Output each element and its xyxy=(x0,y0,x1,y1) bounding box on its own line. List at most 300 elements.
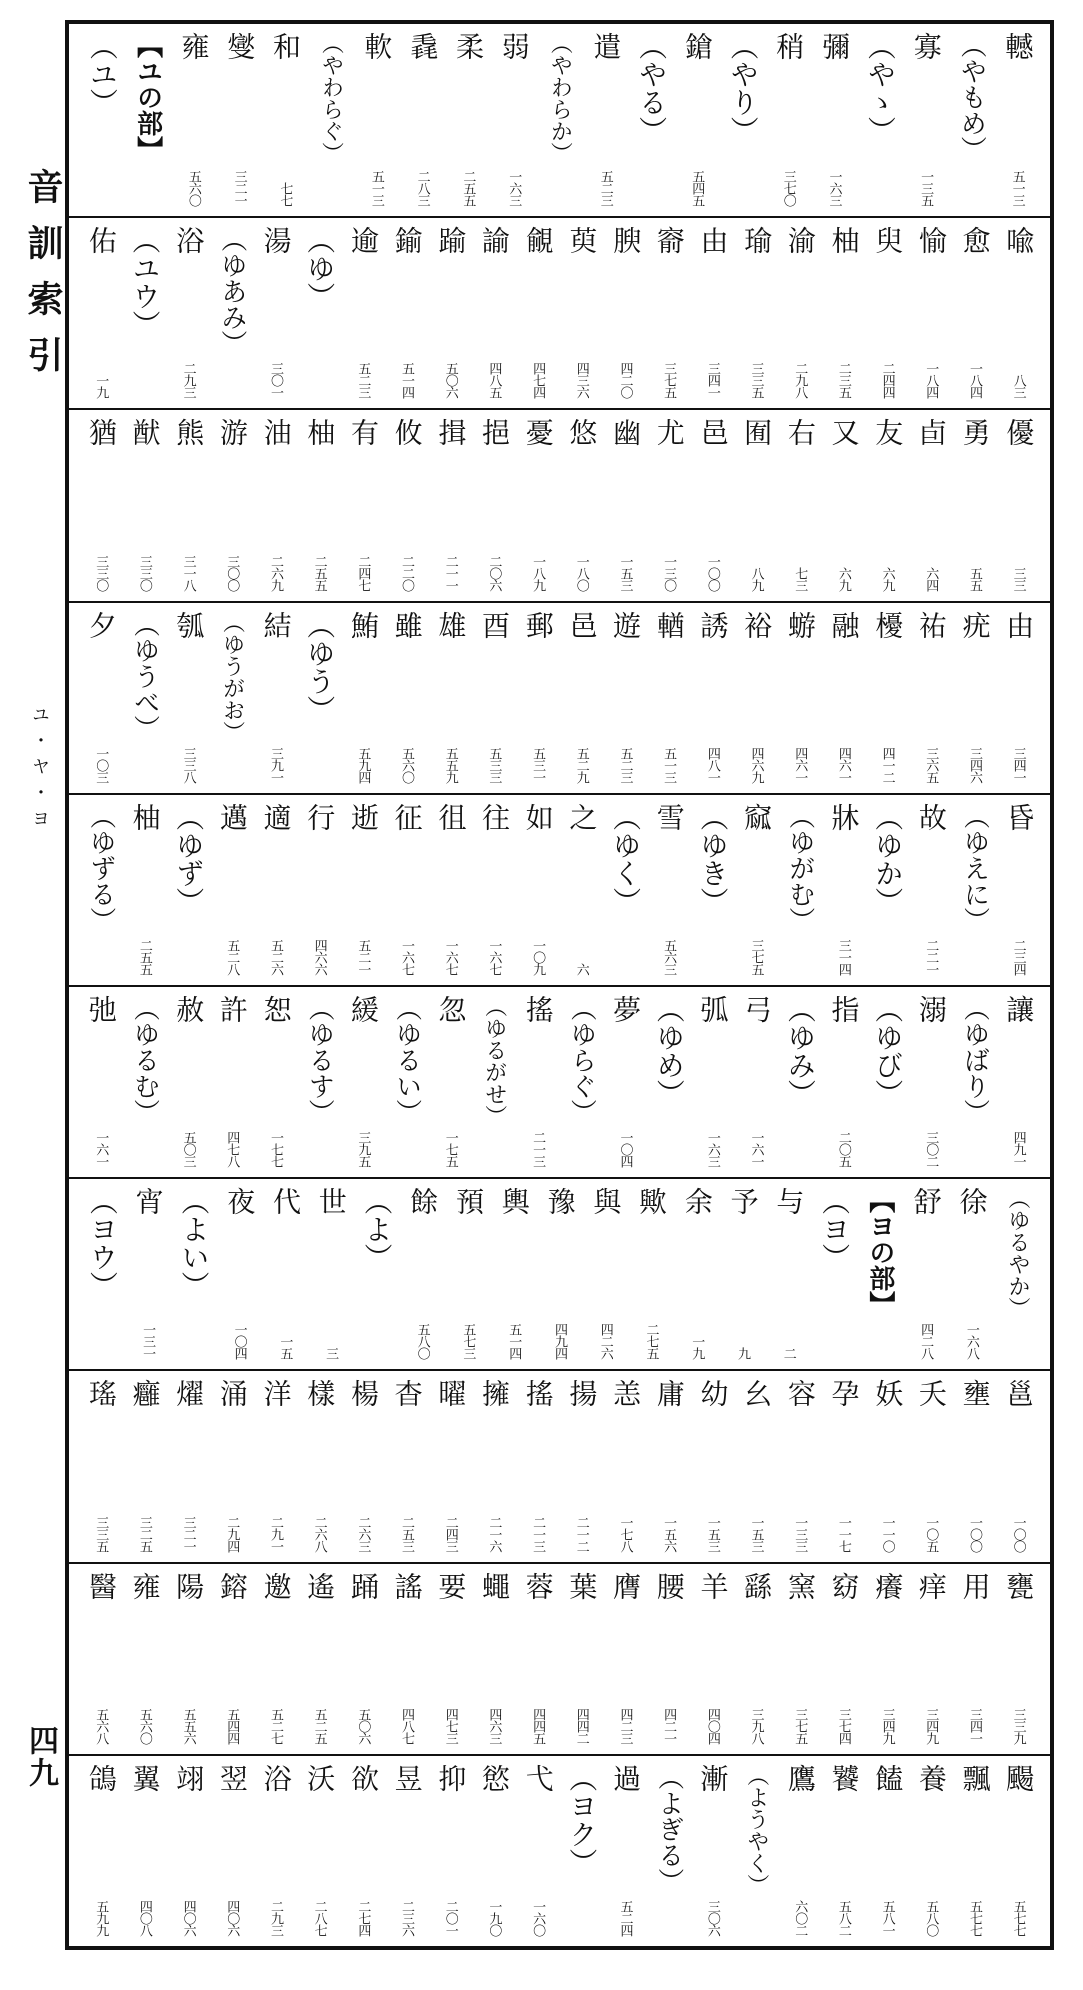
entry-page: 五二一 xyxy=(355,938,371,975)
entry-heading: 毳 xyxy=(406,32,440,60)
entry-page: 二一三 xyxy=(530,1515,546,1552)
index-entry xyxy=(559,1760,603,1942)
entry-page: 三七四 xyxy=(835,1707,851,1744)
entry-page: 三三〇 xyxy=(136,554,152,591)
entry-heading: 夕 xyxy=(84,610,118,639)
entry-heading: 洋 xyxy=(259,1379,293,1408)
index-entry xyxy=(297,1760,341,1942)
index-entry xyxy=(537,1183,583,1365)
entry-heading: 舒 xyxy=(909,1187,943,1216)
index-entry xyxy=(953,799,997,981)
side-margin xyxy=(12,160,64,1990)
entry-heading: 沃 xyxy=(303,1763,337,1792)
index-entry xyxy=(297,991,341,1173)
entry-page: 二七四 xyxy=(355,1899,371,1936)
index-entry xyxy=(953,607,997,789)
index-entry xyxy=(734,414,778,596)
index-entry xyxy=(734,991,778,1173)
index-entry xyxy=(254,799,298,981)
index-entry xyxy=(994,1183,1040,1365)
entry-page: 四九一 xyxy=(1010,1131,1026,1168)
entry-page: 五二七 xyxy=(267,1707,283,1744)
entry-heading: （ゆか） xyxy=(871,802,905,915)
index-entry xyxy=(778,607,822,789)
entry-heading: 代 xyxy=(268,1187,302,1216)
index-entry xyxy=(865,1568,909,1750)
index-entry xyxy=(647,414,691,596)
entry-heading: 裕 xyxy=(740,610,774,639)
entry-page: 二〇六 xyxy=(486,554,502,591)
entry-heading: 逾 xyxy=(346,226,380,255)
entry-page: 一六三 xyxy=(704,1131,720,1168)
index-entry xyxy=(166,1568,210,1750)
index-band xyxy=(69,1562,1050,1754)
index-entry xyxy=(166,222,210,404)
index-entry xyxy=(216,1183,262,1365)
entry-heading: 酉 xyxy=(478,610,512,639)
index-entry xyxy=(603,1568,647,1750)
entry-page: 五六八 xyxy=(93,1707,109,1744)
entry-page: 三九一 xyxy=(267,746,283,783)
entry-heading: 愉 xyxy=(914,226,948,255)
section-label: ユ・ヤ・ヨ xyxy=(29,705,50,835)
entry-heading: 瓠 xyxy=(172,610,206,639)
index-entry xyxy=(822,991,866,1173)
entry-page: 四八五 xyxy=(486,362,502,399)
entry-heading: 翼 xyxy=(128,1763,162,1792)
index-entry xyxy=(559,222,603,404)
entry-heading: 邕 xyxy=(1002,1379,1036,1408)
entry-page: 六〇二 xyxy=(792,1899,808,1936)
index-entry xyxy=(341,1760,385,1942)
entry-heading: 弛 xyxy=(84,995,118,1023)
entry-heading: 余 xyxy=(680,1187,714,1216)
index-entry xyxy=(254,222,298,404)
entry-page: 五一三 xyxy=(368,170,384,207)
index-entry xyxy=(865,799,909,981)
entry-page: 五九四 xyxy=(355,746,371,783)
entry-heading: 饕 xyxy=(827,1763,861,1792)
entry-heading: 赦 xyxy=(172,995,206,1023)
index-entry xyxy=(399,28,445,212)
entry-page: 五二三 xyxy=(355,362,371,399)
entry-heading: 蠅 xyxy=(478,1571,512,1600)
index-entry xyxy=(691,1760,735,1942)
entry-page: 四二〇 xyxy=(617,362,633,399)
index-entry xyxy=(996,222,1040,404)
index-entry xyxy=(445,1183,491,1365)
entry-heading: 猶 xyxy=(84,418,118,447)
index-entry xyxy=(734,1375,778,1557)
entry-heading: 轗 xyxy=(1001,32,1035,60)
entry-page: 五五六 xyxy=(180,1707,196,1744)
entry-heading: 世 xyxy=(314,1187,348,1216)
entry-heading: 佑 xyxy=(84,226,118,255)
entry-page: 四九四 xyxy=(551,1323,567,1360)
entry-page: 二〇五 xyxy=(835,1131,851,1168)
index-entry xyxy=(341,222,385,404)
index-entry xyxy=(909,799,953,981)
entry-heading: 故 xyxy=(914,802,948,831)
index-entry xyxy=(516,799,560,981)
entry-heading: 醫 xyxy=(84,1571,118,1600)
entry-heading: 雍 xyxy=(128,1571,162,1600)
entry-page: 五八一 xyxy=(879,1899,895,1936)
entry-heading: 【ユの部】 xyxy=(132,32,163,162)
entry-page: 二九四 xyxy=(224,1515,240,1552)
index-entry xyxy=(297,222,341,404)
entry-heading: 行 xyxy=(303,802,337,831)
index-entry xyxy=(472,222,516,404)
entry-heading: 恕 xyxy=(259,995,293,1023)
index-entry xyxy=(123,607,167,789)
index-entry xyxy=(953,1568,997,1750)
entry-page: 五四四 xyxy=(224,1707,240,1744)
entry-heading: （ゆうべ） xyxy=(129,610,160,741)
entry-heading: 弓 xyxy=(740,995,774,1023)
entry-page: 四二八 xyxy=(918,1323,934,1360)
section-heading xyxy=(857,1183,903,1365)
entry-page: 五一四 xyxy=(399,362,415,399)
index-entry xyxy=(822,607,866,789)
entry-page: 三〇一 xyxy=(267,362,283,399)
entry-heading: （ゆるやか） xyxy=(1004,1187,1030,1320)
entry-page: 二三六 xyxy=(399,1899,415,1936)
entry-heading: 如 xyxy=(521,802,555,831)
index-entry xyxy=(865,991,909,1173)
index-entry xyxy=(428,991,472,1173)
entry-heading: 逝 xyxy=(346,802,380,831)
entry-heading: （ゆえに） xyxy=(959,802,990,933)
entry-heading: 癢 xyxy=(871,1571,905,1600)
index-entry xyxy=(903,1183,949,1365)
entry-page: 二九三 xyxy=(267,1899,283,1936)
index-entry xyxy=(822,222,866,404)
entry-page: 二一二 xyxy=(573,1515,589,1552)
index-entry xyxy=(865,222,909,404)
entry-heading: 楊 xyxy=(346,1379,380,1408)
entry-heading: 用 xyxy=(958,1571,992,1600)
entry-heading: 猷 xyxy=(128,418,162,447)
index-entry xyxy=(734,607,778,789)
index-entry xyxy=(341,607,385,789)
entry-heading: （やわらか） xyxy=(547,32,573,164)
entry-heading: （やる） xyxy=(635,32,669,144)
index-entry xyxy=(822,1568,866,1750)
entry-heading: 遊 xyxy=(609,610,643,639)
entry-heading: （ゆるい） xyxy=(391,995,422,1125)
index-entry xyxy=(603,1375,647,1557)
entry-heading: 養 xyxy=(914,1763,948,1792)
index-entry xyxy=(210,991,254,1173)
entry-heading: 幼 xyxy=(696,1379,730,1408)
index-entry xyxy=(123,799,167,981)
index-entry xyxy=(428,1375,472,1557)
index-entry xyxy=(297,1375,341,1557)
entry-page: 三三八 xyxy=(180,746,196,783)
entry-page: 二三五 xyxy=(835,362,851,399)
index-entry xyxy=(994,28,1040,212)
index-entry xyxy=(210,1375,254,1557)
index-entry xyxy=(765,1183,811,1365)
index-entry xyxy=(428,1568,472,1750)
entry-heading: 浴 xyxy=(172,226,206,255)
entry-page: 一六三 xyxy=(506,170,522,207)
entry-heading: （ゆく） xyxy=(609,802,643,915)
index-entry xyxy=(778,1568,822,1750)
entry-heading: 輿 xyxy=(497,1187,531,1216)
index-table xyxy=(65,20,1054,1950)
index-entry xyxy=(603,222,647,404)
index-entry xyxy=(865,607,909,789)
entry-page: 三一四 xyxy=(835,938,851,975)
entry-page: 二五五 xyxy=(460,170,476,207)
entry-heading: 樣 xyxy=(303,1379,337,1408)
index-entry xyxy=(428,222,472,404)
index-entry xyxy=(603,991,647,1173)
entry-page: 三四九 xyxy=(879,1707,895,1744)
entry-heading: 囿 xyxy=(740,418,774,447)
entry-heading: 卣 xyxy=(914,418,948,447)
entry-heading: 慾 xyxy=(478,1763,512,1792)
entry-heading: 優 xyxy=(1002,418,1036,447)
entry-heading: 踰 xyxy=(434,226,468,255)
index-entry xyxy=(123,1568,167,1750)
index-entry xyxy=(166,991,210,1173)
entry-page: 一六七 xyxy=(442,938,458,975)
entry-page: 四四二 xyxy=(573,1707,589,1744)
entry-page: 三三〇 xyxy=(93,554,109,591)
index-entry xyxy=(948,1183,994,1365)
entry-page: 三三五 xyxy=(93,1515,109,1552)
index-entry xyxy=(909,1568,953,1750)
entry-page: 二 xyxy=(780,1347,796,1360)
entry-heading: （やり） xyxy=(726,32,760,144)
index-entry xyxy=(582,28,628,212)
entry-heading: （やもめ） xyxy=(956,32,987,162)
index-entry xyxy=(603,1760,647,1942)
index-entry xyxy=(909,1760,953,1942)
entry-heading: 忽 xyxy=(434,995,468,1023)
index-entry xyxy=(559,1568,603,1750)
entry-heading: 鴿 xyxy=(84,1763,118,1792)
entry-heading: 飄 xyxy=(958,1763,992,1792)
index-entry xyxy=(472,1568,516,1750)
index-entry xyxy=(170,28,216,212)
entry-page: 二九八 xyxy=(792,362,808,399)
index-entry xyxy=(341,1375,385,1557)
index-entry xyxy=(734,1760,778,1942)
index-band xyxy=(69,1369,1050,1561)
index-entry xyxy=(297,414,341,596)
entry-page: 五二三 xyxy=(617,746,633,783)
entry-page: 三四六 xyxy=(966,746,982,783)
entry-heading: 郵 xyxy=(521,610,555,639)
entry-heading: 幽 xyxy=(609,418,643,447)
index-entry xyxy=(399,1183,445,1365)
index-entry xyxy=(734,222,778,404)
index-entry xyxy=(516,607,560,789)
index-entry xyxy=(125,1183,171,1365)
entry-heading: 鎗 xyxy=(680,32,714,60)
entry-page: 一〇〇 xyxy=(704,554,720,591)
entry-heading: 与 xyxy=(772,1187,806,1216)
entry-page: 三二一 xyxy=(231,170,247,207)
index-entry xyxy=(262,28,308,212)
index-entry xyxy=(516,1375,560,1557)
index-entry xyxy=(166,1375,210,1557)
entry-heading: 妖 xyxy=(871,1379,905,1408)
index-entry xyxy=(720,28,766,212)
entry-page: 五二九 xyxy=(573,746,589,783)
index-entry xyxy=(996,607,1040,789)
entry-heading: （ヨ） xyxy=(818,1187,852,1272)
entry-page: 七三 xyxy=(792,566,808,591)
index-entry xyxy=(166,414,210,596)
index-entry xyxy=(254,607,298,789)
entry-heading: （ゆあみ） xyxy=(216,226,247,357)
index-entry xyxy=(953,1760,997,1942)
index-entry xyxy=(254,1760,298,1942)
entry-page: 四〇六 xyxy=(180,1899,196,1936)
entry-page: 一三一 xyxy=(140,1323,156,1360)
entry-heading: 擁 xyxy=(478,1379,512,1408)
entry-heading: 預 xyxy=(452,1187,486,1216)
entry-heading: （ゆみ） xyxy=(783,995,817,1107)
entry-page: 三四一 xyxy=(704,362,720,399)
entry-page: 二八三 xyxy=(414,170,430,207)
index-entry xyxy=(308,28,354,212)
index-entry xyxy=(341,414,385,596)
entry-page: 五二八 xyxy=(224,938,240,975)
entry-heading: 弧 xyxy=(696,995,730,1023)
entry-page: 一一七 xyxy=(835,1515,851,1552)
entry-heading: 昏 xyxy=(1002,802,1036,831)
entry-page: 五五 xyxy=(966,566,982,591)
index-entry xyxy=(857,28,903,212)
entry-heading: 游 xyxy=(215,418,249,447)
entry-heading: 往 xyxy=(478,802,512,831)
index-entry xyxy=(603,414,647,596)
index-entry xyxy=(79,991,123,1173)
index-entry xyxy=(691,1375,735,1557)
index-entry xyxy=(210,799,254,981)
entry-heading: （よぎる） xyxy=(653,1763,684,1894)
entry-heading: 柚 xyxy=(827,226,861,255)
index-entry xyxy=(79,1760,123,1942)
entry-page: 五二三 xyxy=(597,170,613,207)
index-band xyxy=(69,793,1050,985)
index-entry xyxy=(166,1760,210,1942)
entry-page: 一七八 xyxy=(617,1515,633,1552)
entry-heading: 膺 xyxy=(609,1571,643,1600)
entry-heading: 指 xyxy=(827,995,861,1023)
entry-heading: 搖 xyxy=(521,1379,555,1408)
entry-page: 一〇四 xyxy=(617,1131,633,1168)
entry-heading: 瑤 xyxy=(84,1379,118,1408)
entry-heading: 窯 xyxy=(783,1571,817,1600)
entry-page: 五〇六 xyxy=(355,1707,371,1744)
entry-heading: （ようやく） xyxy=(743,1763,769,1896)
entry-heading: 愈 xyxy=(958,226,992,255)
entry-page: 三四一 xyxy=(966,1707,982,1744)
entry-page: 五一三 xyxy=(1009,170,1025,207)
entry-heading: 孕 xyxy=(827,1379,861,1408)
entry-heading: 軟 xyxy=(360,32,394,60)
entry-page: 一六一 xyxy=(748,1131,764,1168)
entry-heading: 痒 xyxy=(914,1571,948,1600)
entry-page: 二九一 xyxy=(267,1515,283,1552)
index-entry xyxy=(166,799,210,981)
index-entry xyxy=(647,222,691,404)
index-entry xyxy=(123,991,167,1173)
entry-page: 五六〇 xyxy=(136,1707,152,1744)
index-entry xyxy=(385,991,429,1173)
entry-heading: 餘 xyxy=(406,1187,440,1216)
index-entry xyxy=(254,991,298,1173)
entry-heading: 揚 xyxy=(565,1379,599,1408)
entry-heading: （ゆるむ） xyxy=(129,995,160,1125)
entry-page: 一八四 xyxy=(923,362,939,399)
entry-page: 四六九 xyxy=(748,746,764,783)
entry-heading: 曜 xyxy=(434,1379,468,1408)
entry-page: 一五三 xyxy=(748,1515,764,1552)
index-entry xyxy=(491,28,537,212)
entry-page: 三七〇 xyxy=(780,170,796,207)
entry-heading: 搖 xyxy=(521,995,555,1023)
index-entry xyxy=(428,1760,472,1942)
entry-heading: 予 xyxy=(726,1187,760,1216)
index-entry xyxy=(341,991,385,1173)
entry-heading: 結 xyxy=(259,610,293,639)
entry-heading: 柚 xyxy=(303,418,337,447)
entry-heading: 渝 xyxy=(783,226,817,255)
index-entry xyxy=(254,1375,298,1557)
entry-heading: 昱 xyxy=(390,1763,424,1792)
entry-page: 一五 xyxy=(277,1335,293,1360)
entry-heading: 右 xyxy=(783,418,817,447)
entry-page: 四二一 xyxy=(661,1707,677,1744)
entry-heading: 鎔 xyxy=(215,1571,249,1600)
entry-page: 二六三 xyxy=(355,1515,371,1552)
entry-page: 三六五 xyxy=(923,746,939,783)
entry-page: 五三三 xyxy=(486,746,502,783)
entry-page: 一五六 xyxy=(661,1515,677,1552)
entry-heading: 溺 xyxy=(914,995,948,1023)
entry-page: 二四三 xyxy=(442,1515,458,1552)
entry-heading: 由 xyxy=(696,226,730,255)
index-entry xyxy=(559,1375,603,1557)
entry-page: 一〇九 xyxy=(530,938,546,975)
entry-page: 四八一 xyxy=(704,746,720,783)
index-entry xyxy=(582,1183,628,1365)
entry-page: 五五九 xyxy=(442,746,458,783)
index-entry xyxy=(734,799,778,981)
entry-page: 三三五 xyxy=(748,362,764,399)
index-entry xyxy=(123,222,167,404)
entry-page: 六九 xyxy=(835,566,851,591)
entry-heading: 抑 xyxy=(434,1763,468,1792)
index-entry xyxy=(385,607,429,789)
index-entry xyxy=(691,799,735,981)
entry-page: 一九 xyxy=(93,374,109,399)
entry-heading: 夢 xyxy=(609,995,643,1023)
index-entry xyxy=(262,1183,308,1365)
entry-heading: 腰 xyxy=(652,1571,686,1600)
index-entry xyxy=(909,607,953,789)
entry-heading: 謠 xyxy=(390,1571,424,1600)
entry-page: 二三四 xyxy=(1010,938,1026,975)
